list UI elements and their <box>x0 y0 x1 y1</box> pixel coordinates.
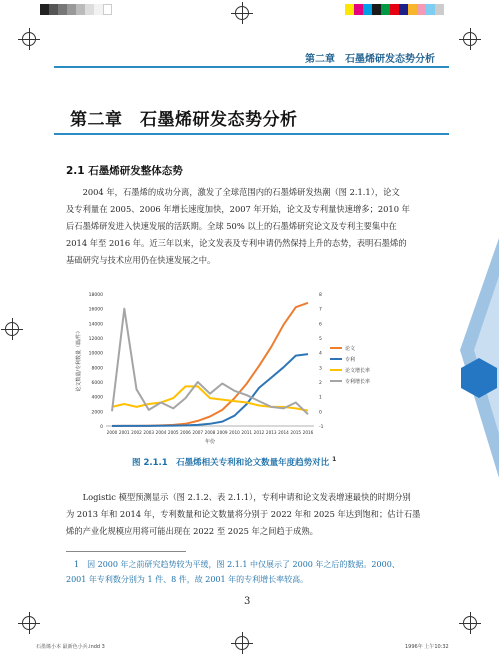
y2-tick-label: 7 <box>319 307 322 313</box>
y2-tick-label: 4 <box>319 351 322 357</box>
footnote-reference: 1 <box>332 456 337 464</box>
y-tick-label: 0 <box>100 425 103 430</box>
paragraph-line: 为 2013 年和 2014 年，专利数量和论文数量将分别于 2022 年和 2025 年达到饱和；估计石墨 <box>66 509 421 519</box>
x-tick-label: 2010 <box>229 430 240 435</box>
y2-tick-label: 1 <box>319 395 322 401</box>
slug-right: 1996年 上午10:32 <box>405 644 449 650</box>
x-tick-label: 2012 <box>253 430 265 435</box>
printer-color-bar-right <box>345 4 444 15</box>
paragraph-line: Logistic 模型预测显示（图 2.1.2、表 2.1.1），专利申请和论文发表增速最快的时期分别 <box>82 492 411 502</box>
paragraph-line: 及专利量在 2005、2006 年增长速度加快，2007 年开始，论文及专利量快速增多；2010 年 <box>66 204 410 214</box>
figure-caption-text: 图 2.1.1 石墨烯相关专利和论文数量年度趋势对比 <box>132 458 330 468</box>
y-tick-label: 18000 <box>88 293 103 298</box>
y-tick-label: 2000 <box>91 410 103 416</box>
registration-mark-corner-bottom-left <box>18 612 40 634</box>
paragraph-line: 烯的产业化规模应用将可能出现在 2022 至 2025 年之间趋于成熟。 <box>66 526 318 536</box>
legend-label: 论文增长率 <box>345 368 371 374</box>
paragraph-line: 2004 年，石墨烯的成功分离，激发了全球范围内的石墨烯研发热潮（图 2.1.1），论文 <box>82 187 400 197</box>
x-tick-label: 2014 <box>278 430 289 435</box>
header-rule <box>54 66 449 68</box>
x-tick-label: 2003 <box>143 430 155 435</box>
x-tick-label: 2001 <box>118 430 130 435</box>
y2-tick-label: 5 <box>319 337 322 342</box>
x-tick-label: 2008 <box>204 430 216 435</box>
y-tick-label: 14000 <box>88 322 103 328</box>
figure-caption <box>132 456 336 468</box>
x-tick-label: 2007 <box>192 430 204 435</box>
paragraph-line: 后石墨烯研发进入快速发展的活跃期。全球 50% 以上的石墨烯研究论文及专利主要集中在 <box>66 221 397 231</box>
body-paragraph-2 <box>66 489 436 540</box>
section-title: 2.1 石墨烯研发整体态势 <box>66 165 183 177</box>
y2-tick-label: 6 <box>319 322 322 328</box>
legend-label: 专利 <box>345 357 356 363</box>
x-tick-label: 2002 <box>131 430 142 435</box>
trend-line-chart <box>66 286 396 446</box>
y2-tick-label: -1 <box>319 425 324 430</box>
y-tick-label: 10000 <box>88 351 103 357</box>
y-tick-label: 4000 <box>91 395 103 401</box>
x-tick-label: 2005 <box>167 430 179 435</box>
paragraph-line: 2014 年至 2016 年。近三年以来，论文发表及专利申请仍然保持上升的态势，表明石墨烯的 <box>66 238 407 248</box>
legend-label: 论文 <box>345 346 356 352</box>
slug-left: 石墨烯小本 最新色小兵.indd 3 <box>36 644 105 650</box>
y-tick-label: 8000 <box>91 366 103 372</box>
x-tick-label: 2009 <box>216 430 228 435</box>
y2-tick-label: 2 <box>319 381 322 386</box>
registration-mark-top <box>231 2 253 24</box>
printer-color-bar-left <box>40 4 112 15</box>
body-paragraph-1 <box>66 184 436 269</box>
series-line-2 <box>112 354 308 426</box>
y2-tick-label: 3 <box>319 366 322 372</box>
running-header: 第二章 石墨烯研发态势分析 <box>305 54 435 65</box>
x-tick-label: 2013 <box>265 430 277 435</box>
legend-label: 专利增长率 <box>345 379 371 385</box>
paragraph-line: 基础研究与技术应用仍在快速发展之中。 <box>66 255 216 265</box>
registration-mark-corner-top-right <box>459 28 481 50</box>
y2-tick-label: 8 <box>319 293 322 298</box>
x-tick-label: 2015 <box>290 430 302 435</box>
registration-mark-left <box>1 318 23 340</box>
footnote-line: 1 因 2000 年之前研究趋势较为平缓，图 2.1.1 中仅展示了 2000 年之后的数据。2000、 <box>74 560 400 569</box>
y-tick-label: 16000 <box>88 307 103 313</box>
x-tick-label: 2006 <box>180 430 191 435</box>
x-tick-label: 2004 <box>155 430 167 435</box>
registration-mark-corner-top-left <box>18 28 40 50</box>
footnote-rule <box>66 551 186 552</box>
y-axis-label: 论文数量/专利数量（篇/件） <box>76 328 82 392</box>
page-number: 3 <box>244 596 251 607</box>
footnote-line: 2001 年专利数分别为 1 件、8 件，故 2001 年的专利增长率较高。 <box>66 575 309 584</box>
x-tick-label: 2016 <box>302 430 314 435</box>
y-tick-label: 12000 <box>88 337 103 342</box>
x-tick-label: 2011 <box>241 430 253 435</box>
registration-mark-bottom <box>231 632 253 654</box>
x-tick-label: 2000 <box>106 430 118 435</box>
x-axis-label: 年份 <box>204 439 216 445</box>
y2-tick-label: 0 <box>319 410 322 416</box>
chapter-rule <box>54 133 449 135</box>
y-tick-label: 6000 <box>91 381 103 386</box>
decorative-side-tab <box>446 238 499 478</box>
chapter-title: 第二章 石墨烯研发态势分析 <box>70 110 298 130</box>
registration-mark-corner-bottom-right <box>459 612 481 634</box>
footnote <box>66 557 446 587</box>
